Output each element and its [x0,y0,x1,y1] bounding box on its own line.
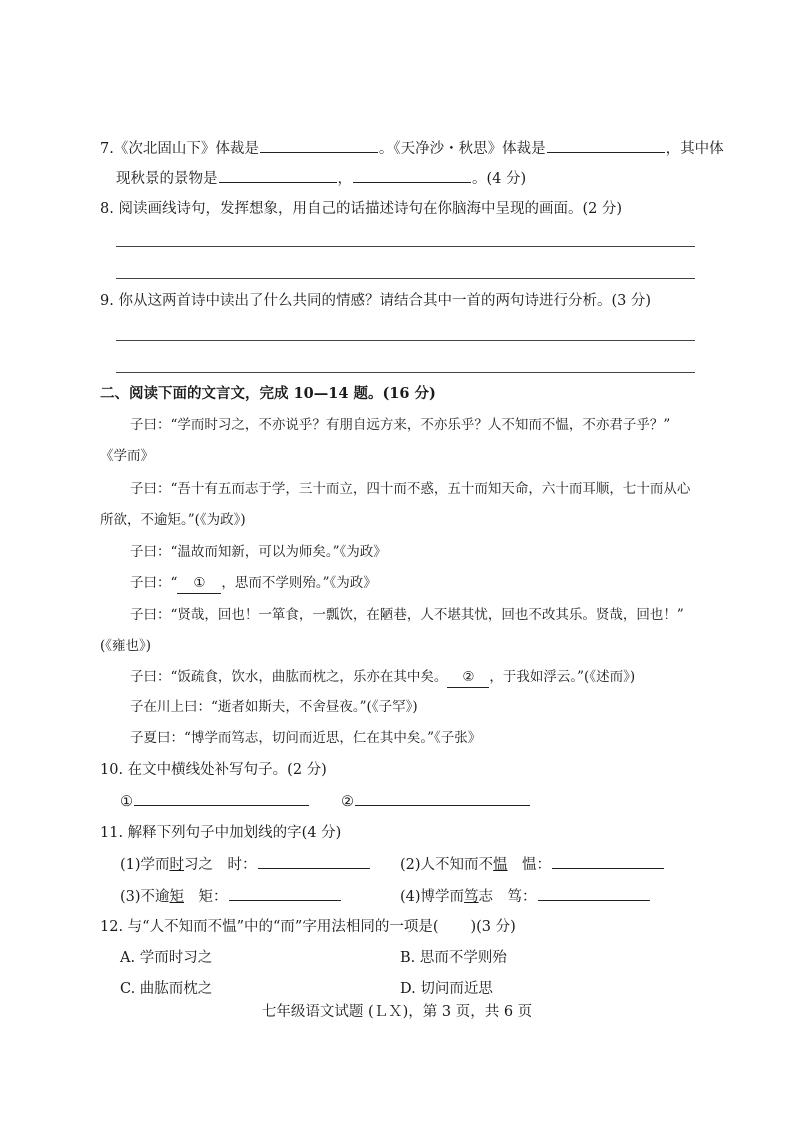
passage-blank-2[interactable]: ② [447,667,489,688]
q12-text-b: )(3 分) [470,919,516,935]
passage-paragraph-5: 子曰：“贤哉，回也！一箪食，一瓢饮，在陋巷，人不堪其忧，回也不改其乐。贤哉，回也！” [130,607,684,623]
passage-paragraph-1: 子曰：“学而时习之，不亦说乎？有朋自远方来，不亦乐乎？人不知而不愠，不亦君子乎？” [130,417,671,433]
q7-blank-3[interactable] [219,168,337,183]
p4-text-b: ，思而不学则殆。”《为政》 [221,575,377,591]
q7-text-d: 现秋景的景物是 [116,171,218,187]
passage-paragraph-4 [130,573,377,594]
p6-text-a: 子曰：“饭疏食，饮水，曲肱而枕之，乐亦在其中矣。 [130,669,448,685]
passage-paragraph-2-cont: 所欲，不逾矩。”(《为政》) [100,512,246,528]
answer-line[interactable] [116,372,695,373]
q10-label-2: ② [341,794,354,810]
q11-item-3 [120,886,342,907]
q12-option-a[interactable]: A. 学而时习之 [120,950,213,966]
q11-item-4-text-a: (4)博学而 [400,889,465,905]
q11-blank-1[interactable] [258,854,370,869]
q10-label-1: ① [120,794,133,810]
q7-text-c: ，其中体 [665,141,724,157]
q7-text-e: ， [337,171,352,187]
q7-text-f: 。(4 分) [472,171,527,187]
question-9: 9. 你从这两首诗中读出了什么共同的情感？请结合其中一首的两句诗进行分析。(3 分) [100,293,652,309]
q10-blank-2[interactable] [355,791,530,806]
q11-item-3-text-b: 矩： [184,889,228,905]
answer-line[interactable] [116,340,695,341]
q11-item-1-text-a: (1)学而 [120,857,170,873]
passage-paragraph-2: 子曰：“吾十有五而志于学，三十而立，四十而不惑，五十而知天命，六十而耳顺，七十而从心 [130,481,691,497]
q11-item-4 [400,886,651,907]
q10-answer-1 [120,791,310,812]
underlined-char: 矩 [169,889,185,905]
page-footer: 七年级语文试题 (ＬＸ)，第 3 页，共 6 页 [261,1004,533,1020]
underlined-char: 时 [169,857,185,873]
underlined-char: 笃 [464,889,479,905]
question-7-line-2 [116,168,526,189]
passage-paragraph-8: 子夏曰：“博学而笃志，切问而近思，仁在其中矣。”《子张》 [130,730,482,746]
q7-blank-1[interactable] [260,138,378,153]
p4-text-a: 子曰：“ [130,575,178,591]
q7-blank-2[interactable] [547,138,665,153]
q12-option-c[interactable]: C. 曲肱而枕之 [120,981,213,997]
underlined-char: 愠 [493,857,508,873]
q11-item-1-text-b: 习之 时： [184,857,257,873]
passage-paragraph-3: 子曰：“温故而知新，可以为师矣。”《为政》 [130,544,387,560]
q11-item-2 [400,854,665,875]
passage-source-5: (《雍也》) [100,638,152,654]
question-12 [100,917,516,937]
q11-item-2-text-a: (2)人不知而不 [400,857,494,873]
q10-answer-2 [341,791,531,812]
passage-source-1: 《学而》 [100,448,154,464]
q7-text-a: 7.《次北固山下》体裁是 [100,141,259,157]
q12-text-a: 12. 与“人不知而不愠”中的“而”字用法相同的一项是( [100,919,439,935]
q11-item-3-text-a: (3)不逾 [120,889,170,905]
question-11: 11. 解释下列句子中加划线的字(4 分) [100,825,342,841]
question-10: 10. 在文中横线处补写句子。(2 分) [100,762,327,778]
p6-text-b: ，于我如浮云。”(《述而》) [489,669,636,685]
q11-blank-4[interactable] [538,886,650,901]
passage-paragraph-7: 子在川上曰：“逝者如斯夫，不舍昼夜。”(《子罕》) [130,699,418,715]
q11-item-4-text-b: 志 笃： [478,889,537,905]
q11-item-2-text-b: 愠： [507,857,552,873]
q7-text-b: 。《天净沙・秋思》体裁是 [378,141,546,157]
q11-blank-3[interactable] [229,886,341,901]
answer-line[interactable] [116,246,695,247]
q10-blank-1[interactable] [134,791,309,806]
passage-blank-1[interactable]: ① [177,573,221,594]
question-7-line-1 [100,138,724,159]
q12-option-b[interactable]: B. 思而不学则殆 [400,950,507,966]
passage-paragraph-6 [130,667,635,688]
answer-line[interactable] [116,278,695,279]
q11-item-1 [120,854,371,875]
q11-blank-2[interactable] [552,854,664,869]
q7-blank-4[interactable] [353,168,471,183]
question-8: 8. 阅读画线诗句，发挥想象，用自己的话描述诗句在你脑海中呈现的画面。(2 分) [100,201,623,217]
section-2-heading: 二、阅读下面的文言文，完成 10—14 题。(16 分) [100,385,436,402]
q12-option-d[interactable]: D. 切问而近思 [400,981,493,997]
